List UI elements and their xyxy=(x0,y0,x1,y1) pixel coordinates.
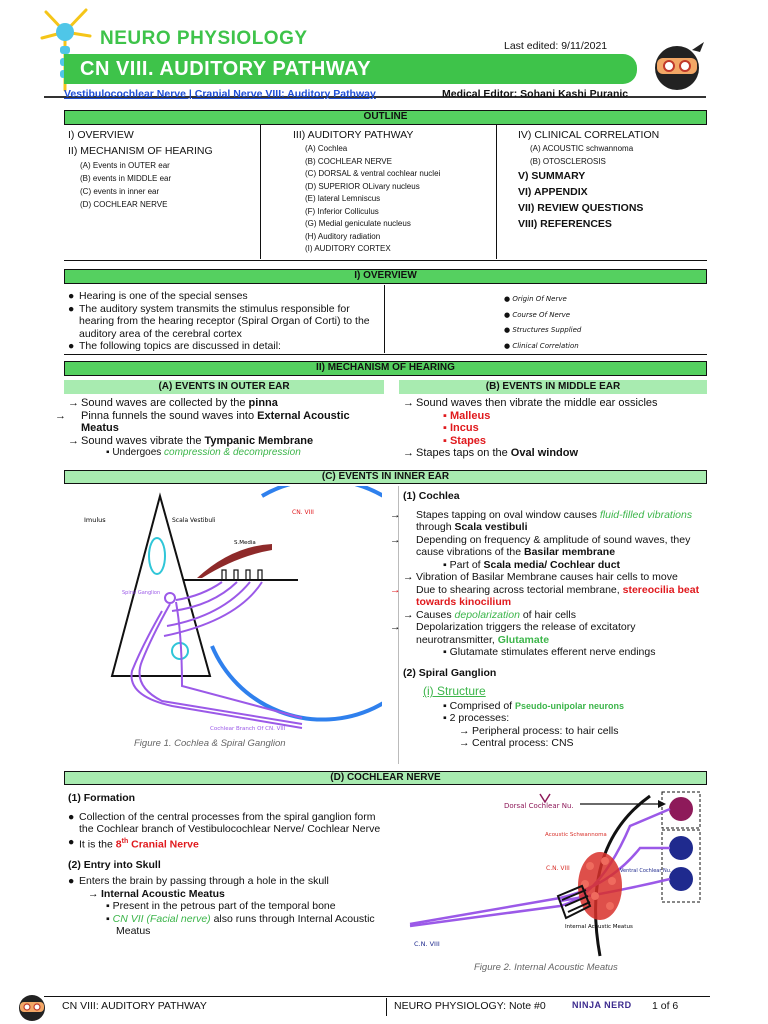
outer-ear-text: → Sound waves are collected by the pinna → Pinna funnels the sound waves into External Acoustic Meatus → Sound waves vibrate the Tympanic Membrane ▪ Undergoes compression & decompression xyxy=(55,397,350,458)
topic-item: Structures Supplied xyxy=(512,326,582,334)
outline-col-2 xyxy=(293,127,493,256)
outline-item[interactable]: VI) APPENDIX xyxy=(518,186,588,198)
outline-item[interactable]: (B) OTOSCLEROSIS xyxy=(530,157,606,166)
outline-item[interactable]: IV) CLINICAL CORRELATION xyxy=(518,129,660,141)
label-cn8-bottom: C.N. VIII xyxy=(414,940,440,948)
outline-item[interactable]: (D) SUPERIOR OLivary nucleus xyxy=(305,181,420,191)
outline-item[interactable]: (H) Auditory radiation xyxy=(305,231,381,241)
label-modiolus: Imulus xyxy=(84,516,106,524)
cochlear-nerve-text: (1) Formation ● Collection of the central processes from the spiral ganglion form the Cochlear branch of Vestibulocochlear Nerve/ Cochlear Nerve ● It is the 8th Cranial Nerve (2) Entry into Skull ● Enters the brain by passing through a hole in the skull → Internal Acoustic Meatus ▪ Present in the petrous part of the temporal bone ▪ CN VII (Facial nerve) also runs through Internal Acoustic Meatus xyxy=(68,792,381,937)
ossicle-malleus: Malleus xyxy=(449,409,491,422)
outline-col-1 xyxy=(68,127,258,211)
outline-item[interactable]: II) MECHANISM OF HEARING xyxy=(68,145,213,157)
overview-bullet: The auditory system transmits the stimulus responsible for hearing from the hearing receptor (Spiral Organ of Corti) to the auditory area of the cerebral cortex xyxy=(79,302,370,340)
label-cn8: CN. VIII xyxy=(292,509,314,516)
overview-bullets: ● Hearing is one of the special senses ● The auditory system transmits the stimulus responsible for hearing from the hearing receptor (Spiral Organ of Corti) to the auditory area of the cerebral cortex ● The following topics are discussed in detail: xyxy=(68,290,370,352)
footer-mid: NEURO PHYSIOLOGY: Note #0 xyxy=(394,1000,546,1012)
outer-ear-header: (A) EVENTS IN OUTER EAR xyxy=(64,380,384,394)
footer-divider xyxy=(386,998,387,1016)
outline-item[interactable]: (F) Inferior Colliculus xyxy=(305,206,379,216)
iam-figure xyxy=(400,786,710,958)
footer-page: 1 of 6 xyxy=(652,1000,679,1012)
cochlear-nerve-header: (D) COCHLEAR NERVE xyxy=(64,771,707,785)
outline-item[interactable]: (A) Events in OUTER ear xyxy=(80,161,170,170)
last-edited: Last edited: 9/11/2021 xyxy=(504,40,608,52)
topic-item: Origin Of Nerve xyxy=(512,295,567,303)
page-title: CN VIII. AUDITORY PATHWAY xyxy=(80,58,372,80)
outline-item[interactable]: (B) events in MIDDLE ear xyxy=(80,174,172,183)
cochlea-figure xyxy=(72,486,382,736)
outline-item[interactable]: I) OVERVIEW xyxy=(68,129,134,141)
outline-item[interactable]: (C) events in inner ear xyxy=(80,187,160,196)
middle-ear-header: (B) EVENTS IN MIDDLE EAR xyxy=(399,380,707,394)
label-dorsal-nucleus: Dorsal Cochlear Nu. xyxy=(504,802,574,810)
topic-item: Clinical Correlation xyxy=(512,341,579,350)
label-cn8-top: C.N. VIII xyxy=(546,865,570,872)
figure-2-caption: Figure 2. Internal Acoustic Meatus xyxy=(474,962,618,973)
outline-item[interactable]: (I) AUDITORY CORTEX xyxy=(305,244,391,253)
outline-item[interactable]: (B) COCHLEAR NERVE xyxy=(305,156,392,166)
ninja-nerd-logo: NINJA NERD xyxy=(572,1000,632,1010)
mechanism-header: II) MECHANISM OF HEARING xyxy=(64,361,707,376)
inner-ear-header: (C) EVENTS IN INNER EAR xyxy=(64,470,707,484)
outline-item[interactable]: III) AUDITORY PATHWAY xyxy=(293,129,414,141)
outline-col-3 xyxy=(518,127,708,232)
outline-item[interactable]: VII) REVIEW QUESTIONS xyxy=(518,202,644,214)
outline-item[interactable]: (A) Cochlea xyxy=(305,144,348,153)
topic-item: Course Of Nerve xyxy=(512,310,571,319)
middle-ear-text: → Sound waves then vibrate the middle ear ossicles ▪ Malleus ▪ Incus ▪ Stapes → Stapes taps on the Oval window xyxy=(403,397,658,459)
label-acoustic-schwannoma: Acoustic Schwannoma xyxy=(545,832,607,838)
label-iam: Internal Acoustic Meatus xyxy=(565,924,633,930)
outline-item[interactable]: (G) Medial geniculate nucleus xyxy=(305,219,411,228)
outline-item[interactable]: (A) ACOUSTIC schwannoma xyxy=(530,144,634,153)
outline-item[interactable]: (E) lateral Lemniscus xyxy=(305,194,381,203)
cochlea-text: (1) Cochlea → Stapes tapping on oval window causes fluid-filled vibrations through Scala vestibuli → Depending on frequency & amplitude of sound waves, they cause vibrations of the Basilar membrane ▪ Part of Scala media/ Cochlear duct → Vibration of Basilar Membrane causes hair cells to move → Due to shearing across tectorial membrane, stereocilia beat towards kinocilium → Causes depolarization of hair cells → Depolarization triggers the release of excitatory neurotransmitter, Glutamate ▪ Glutamate stimulates efferent nerve endings (2) Spiral Ganglion (i) Structure ▪ Comprised of Pseudo-unipolar neurons ▪ 2 processes: → Peripheral process: to hair cells → Central process: CNS xyxy=(390,490,700,749)
medical-editor: Medical Editor: Sohani Kashi Puranic xyxy=(442,88,629,100)
overview-topics: ● Origin Of Nerve ● Course Of Nerve ● Structures Supplied ● Clinical Correlation xyxy=(504,295,582,350)
label-ventral-nucleus: Ventral Cochlear Nu. xyxy=(620,868,672,874)
outline-item[interactable]: (D) COCHLEAR NERVE xyxy=(80,200,168,209)
footer-avatar xyxy=(14,990,50,1022)
label-scala-vestibuli: Scala Vestibuli xyxy=(172,517,216,524)
outline-header: OUTLINE xyxy=(64,110,707,125)
overview-header: I) OVERVIEW xyxy=(64,269,707,284)
ossicle-stapes: Stapes xyxy=(449,434,487,447)
ninja-avatar xyxy=(648,40,706,92)
overview-bullet: The following topics are discussed in detail: xyxy=(79,340,281,352)
video-link[interactable]: Vestibulocochlear Nerve | Cranial Nerve VIII: Auditory Pathway xyxy=(64,88,376,100)
title-banner xyxy=(64,54,637,84)
outline-item[interactable]: VIII) REFERENCES xyxy=(518,218,612,230)
overview-bullet: Hearing is one of the special senses xyxy=(79,290,248,302)
outline-item[interactable]: (C) DORSAL & ventral cochlear nuclei xyxy=(305,169,441,178)
footer-rule xyxy=(44,996,710,997)
label-cochlear-branch: Cochlear Branch Of CN. VIII xyxy=(210,726,286,732)
label-smedia: S.Media xyxy=(234,540,256,546)
footer-left: CN VIII: AUDITORY PATHWAY xyxy=(62,1000,207,1012)
subject-title: NEURO PHYSIOLOGY xyxy=(100,28,308,49)
figure-1-caption: Figure 1. Cochlea & Spiral Ganglion xyxy=(134,738,286,749)
label-spiral-ganglion: Spiral Ganglion xyxy=(122,590,161,596)
ossicle-incus: Incus xyxy=(449,422,479,434)
outline-item[interactable]: V) SUMMARY xyxy=(518,170,586,182)
